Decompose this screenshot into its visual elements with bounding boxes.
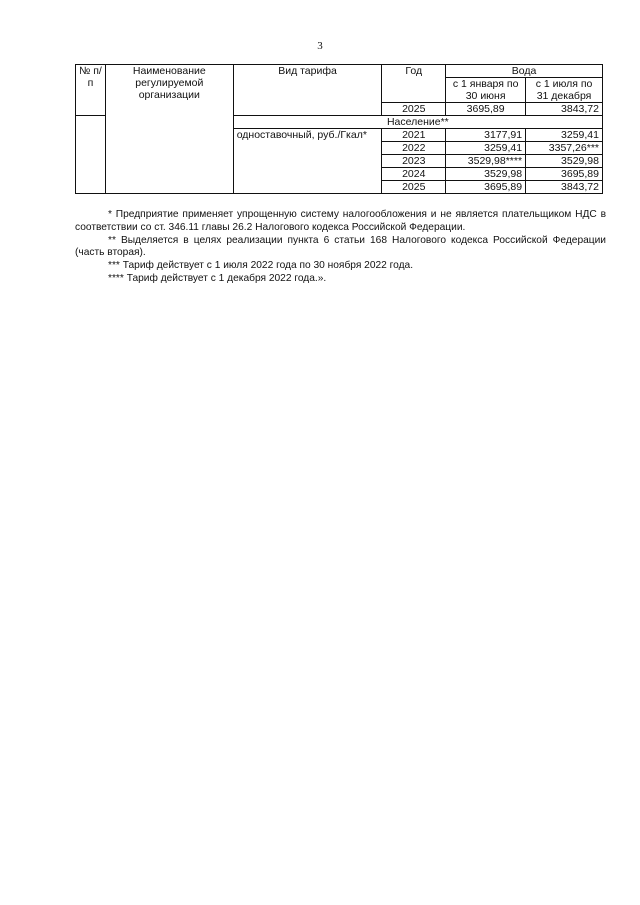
- value-cell: 3529,98****: [446, 155, 526, 168]
- table-header-row: [76, 65, 603, 78]
- footnote: * Предприятие применяет упрощенную систему налогообложения и не является плательщиком НДС в соответствии со ст. 346.11 главы 26.2 Налогового кодекса Российской Федерации.: [75, 209, 606, 233]
- header-org: Наименование регулируемой организации: [105, 65, 233, 194]
- header-year: Год: [382, 65, 446, 103]
- value-cell: 3843,72: [526, 103, 603, 116]
- value-cell: 3177,91: [446, 129, 526, 142]
- header-period2: с 1 июля по 31 декабря: [526, 78, 603, 103]
- value-cell: 3695,89: [446, 103, 526, 116]
- value-cell: 3259,41: [446, 142, 526, 155]
- value-cell: 3695,89: [446, 181, 526, 194]
- footnote: ** Выделяется в целях реализации пункта 6 статьи 168 Налогового кодекса Российской Федерации (часть вторая).: [75, 234, 606, 259]
- value-cell: 3357,26***: [526, 142, 603, 155]
- year-cell: 2024: [382, 168, 446, 181]
- value-cell: 3695,89: [526, 168, 603, 181]
- section-label: Население**: [233, 116, 602, 129]
- year-cell: 2025: [382, 181, 446, 194]
- year-cell: 2021: [382, 129, 446, 142]
- num-cell: [76, 116, 106, 194]
- value-cell: 3529,98: [526, 155, 603, 168]
- footnote: **** Тариф действует с 1 декабря 2022 года.».: [108, 272, 327, 284]
- value-cell: 3259,41: [526, 129, 603, 142]
- tariff-table: [75, 64, 603, 194]
- year-cell: 2022: [382, 142, 446, 155]
- page-number: 3: [317, 40, 323, 52]
- footnote: *** Тариф действует с 1 июля 2022 года по 30 ноября 2022 года.: [108, 260, 414, 272]
- header-period1: с 1 января по 30 июня: [446, 78, 526, 103]
- header-num: № п/п: [76, 65, 106, 116]
- tariff-label: одноставочный, руб./Гкал*: [233, 129, 382, 194]
- header-water: Вода: [446, 65, 603, 78]
- year-cell: 2023: [382, 155, 446, 168]
- footnotes: [75, 209, 606, 286]
- value-cell: 3529,98: [446, 168, 526, 181]
- value-cell: 3843,72: [526, 181, 603, 194]
- header-tariff-type: Вид тарифа: [233, 65, 382, 116]
- year-cell: 2025: [382, 103, 446, 116]
